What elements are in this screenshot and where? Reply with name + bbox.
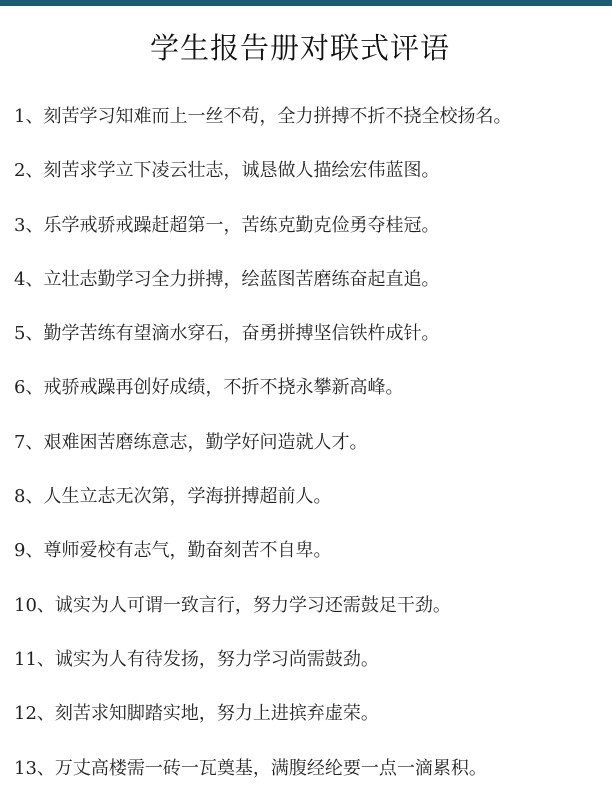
list-item: 5、勤学苦练有望滴水穿石，奋勇拼搏坚信铁杵成针。 [14,323,440,345]
list-item: 1、刻苦学习知难而上一丝不苟，全力拼搏不折不挠全校扬名。 [14,106,512,127]
list-item: 9、尊师爱校有志气，勤奋刻苦不自卑。 [14,540,332,562]
list-item: 10、诚实为人可谓一致言行，努力学习还需鼓足干劲。 [14,594,451,616]
page-title: 学生报告册对联式评语 [150,31,451,65]
list-item: 6、戒骄戒躁再创好成绩，不折不挠永攀新高峰。 [14,377,404,399]
list-item: 12、刻苦求知脚踏实地，努力上进摈弃虚荣。 [14,703,379,725]
comment-list [14,102,610,808]
list-item: 2、刻苦求学立下凌云壮志，诚恳做人描绘宏伟蓝图。 [14,160,440,182]
list-item: 13、万丈高楼需一砖一瓦奠基，满腹经纶要一点一滴累积。 [14,757,487,779]
list-item: 7、艰难困苦磨练意志，勤学好问造就人才。 [14,431,368,453]
list-item: 4、立壮志勤学习全力拼搏，绘蓝图苦磨练奋起直追。 [14,268,440,290]
list-item: 11、诚实为人有待发扬，努力学习尚需鼓劲。 [14,648,379,670]
list-item: 3、乐学戒骄戒躁赶超第一，苦练克勤克俭勇夺桂冠。 [14,214,440,236]
list-item: 8、人生立志无次第，学海拼搏超前人。 [14,486,332,508]
top-accent-bar [0,0,612,6]
